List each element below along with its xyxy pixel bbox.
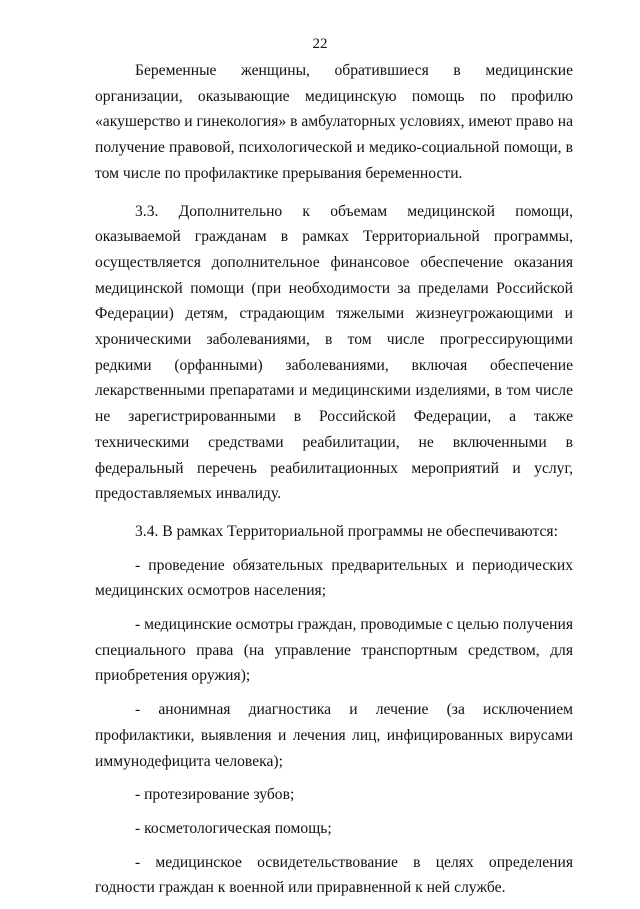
list-item-cosmetology: - косметологическая помощь;: [135, 819, 332, 837]
list-item-mandatory-checkups: - проведение обязательных предварительных и периодических медицинских осмотров населения;: [95, 556, 573, 600]
document-body: [95, 58, 573, 909]
paragraph-pregnant-women-rights: Беременные женщины, обратившиеся в медицинские организации, оказывающие медицинскую помощь по профилю «акушерство и гинекология» в амбулаторных условиях, имеют право на получение правовой, психологической и медико-социальной помощи, в том числе по профилактике прерывания беременности.: [95, 62, 573, 182]
list-item-dental-prosthetics: - протезирование зубов;: [135, 786, 295, 804]
list-item-military-examination: - медицинское освидетельствование в целях определения годности граждан к военной или приравненной к ней службе.: [95, 853, 573, 897]
list-item-special-right-checkups: - медицинские осмотры граждан, проводимые с целью получения специального права (на управление транспортным средством, для приобретения оружия);: [95, 616, 573, 685]
page-number: 22: [312, 36, 328, 52]
list-item-anonymous-diagnostics: - анонимная диагностика и лечение (за исключением профилактики, выявления и лечения лиц, инфицированных вирусами иммунодефицита человека);: [95, 701, 573, 770]
paragraph-3-4-not-provided: 3.4. В рамках Территориальной программы не обеспечиваются:: [135, 522, 558, 540]
paragraph-3-3-additional-funding: 3.3. Дополнительно к объемам медицинской помощи, оказываемой гражданам в рамках Территориальной программы, осуществляется дополнительное финансовое обеспечение оказания медицинской помощи (при необходимости за пределами Российской Федерации) детям, страдающим тяжелыми жизнеугрожающими и хроническими заболеваниями, в том числе прогрессирующими редкими (орфанными) заболеваниями, включая обеспечение лекарственными препаратами и медицинскими изделиями, в том числе не зарегистрированными в Российской Федерации, а также техническими средствами реабилитации, не включенными в федеральный перечень реабилитационных мероприятий и услуг, предоставляемых инвалиду.: [95, 202, 573, 503]
